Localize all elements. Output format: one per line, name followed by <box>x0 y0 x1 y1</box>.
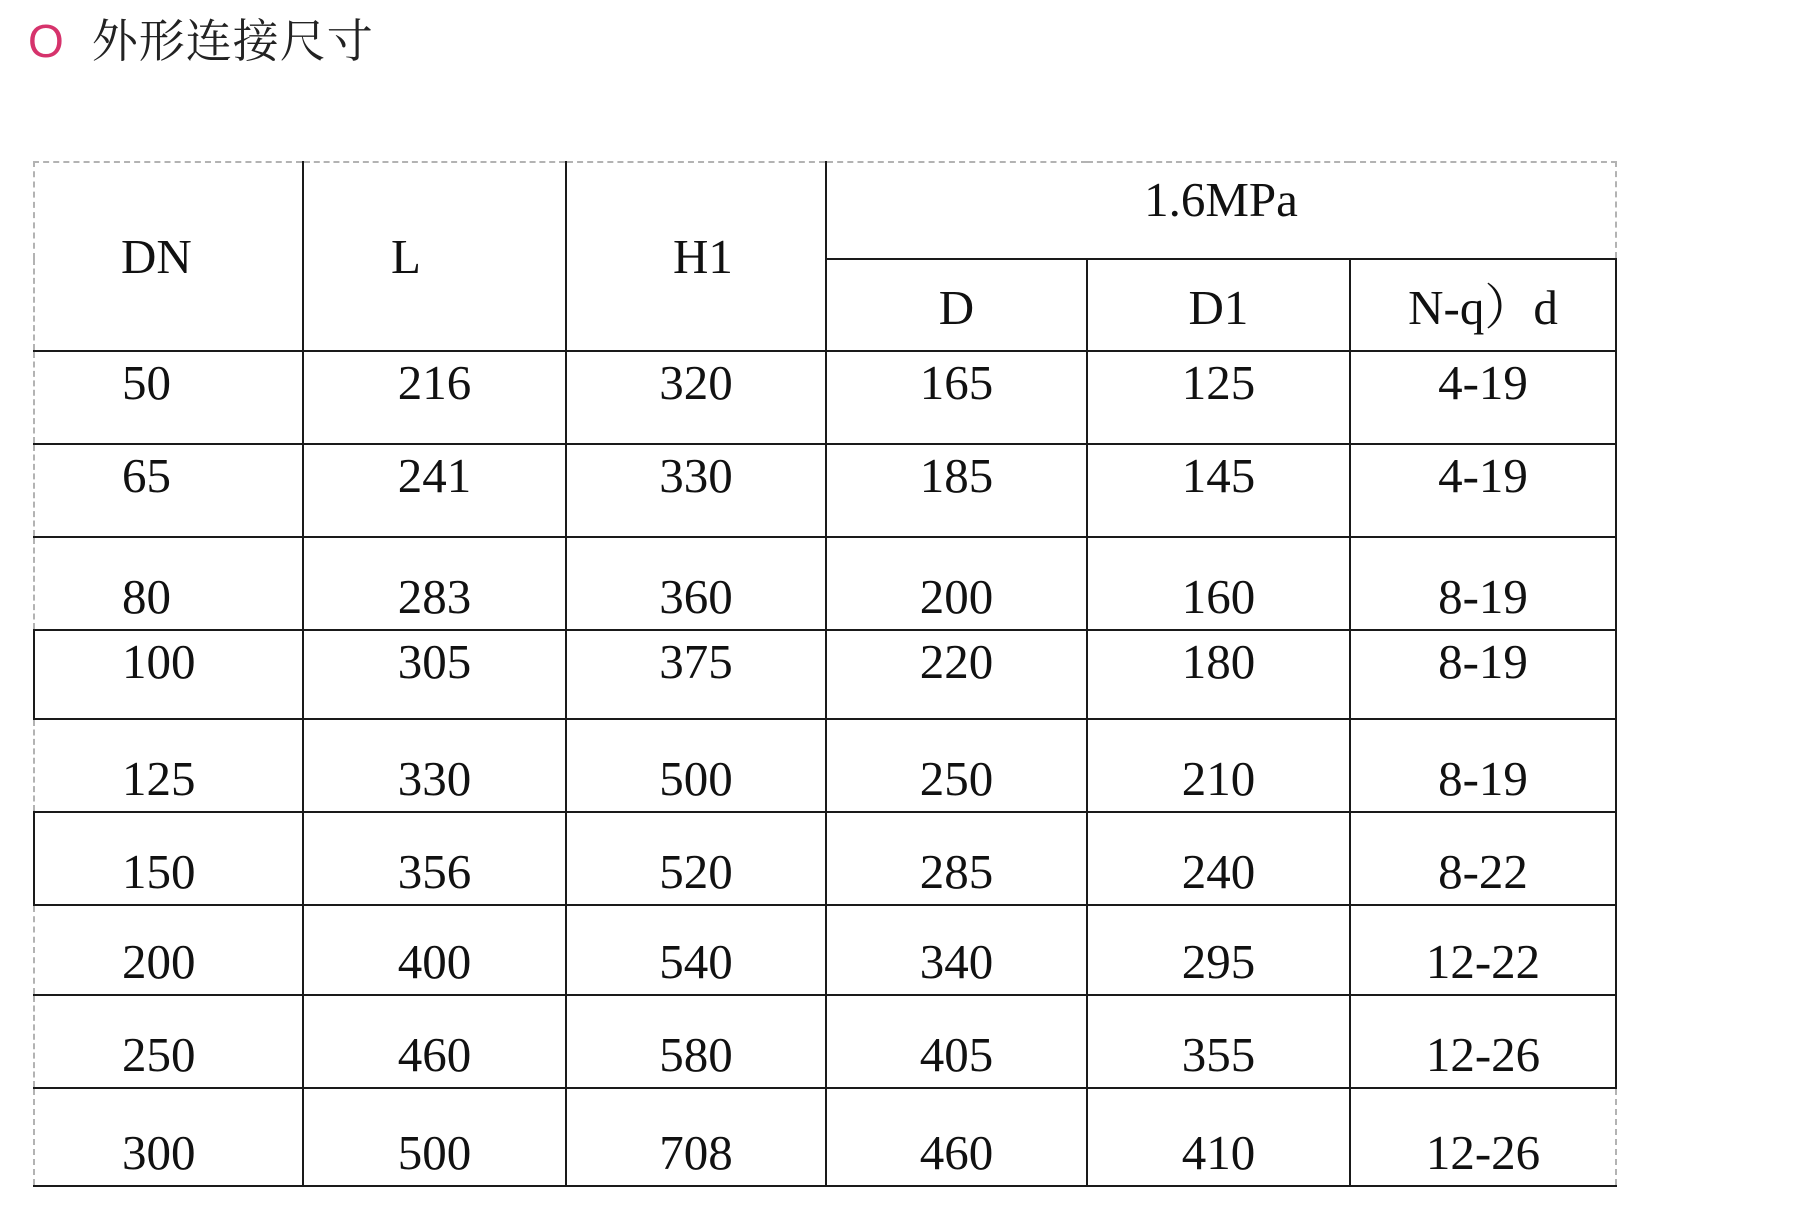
table-row <box>34 1088 1616 1186</box>
cell-d1: 410 <box>1087 1088 1350 1186</box>
header-d1: D1 <box>1087 259 1350 351</box>
cell-dn: 125 <box>34 719 303 812</box>
cell-d1: 125 <box>1087 351 1350 444</box>
table-row <box>34 812 1616 905</box>
cell-n-q-d: 12-22 <box>1350 905 1616 995</box>
table-row <box>34 351 1616 444</box>
cell-dn: 100 <box>34 630 303 719</box>
table-row <box>34 444 1616 537</box>
cell-d1: 240 <box>1087 812 1350 905</box>
cell-h1: 500 <box>566 719 826 812</box>
cell-l: 400 <box>303 905 566 995</box>
cell-h1: 375 <box>566 630 826 719</box>
cell-l: 500 <box>303 1088 566 1186</box>
cell-d: 220 <box>826 630 1087 719</box>
cell-d1: 145 <box>1087 444 1350 537</box>
cell-d: 340 <box>826 905 1087 995</box>
header-pressure-group: 1.6MPa <box>826 162 1616 259</box>
cell-d1: 210 <box>1087 719 1350 812</box>
cell-d: 250 <box>826 719 1087 812</box>
table-row <box>34 719 1616 812</box>
table-row <box>34 537 1616 630</box>
cell-dn: 200 <box>34 905 303 995</box>
cell-dn: 80 <box>34 537 303 630</box>
cell-h1: 708 <box>566 1088 826 1186</box>
cell-h1: 580 <box>566 995 826 1088</box>
header-d: D <box>826 259 1087 351</box>
cell-n-q-d: 8-19 <box>1350 719 1616 812</box>
cell-h1: 540 <box>566 905 826 995</box>
cell-d: 185 <box>826 444 1087 537</box>
cell-dn: 300 <box>34 1088 303 1186</box>
header-row-1 <box>34 162 1616 259</box>
cell-n-q-d: 8-19 <box>1350 630 1616 719</box>
header-h1: H1 <box>566 162 826 351</box>
cell-l: 356 <box>303 812 566 905</box>
cell-n-q-d: 8-19 <box>1350 537 1616 630</box>
cell-n-q-d: 4-19 <box>1350 444 1616 537</box>
cell-d: 200 <box>826 537 1087 630</box>
cell-n-q-d: 12-26 <box>1350 1088 1616 1186</box>
cell-d1: 295 <box>1087 905 1350 995</box>
table-row <box>34 995 1616 1088</box>
cell-n-q-d: 8-22 <box>1350 812 1616 905</box>
cell-l: 460 <box>303 995 566 1088</box>
cell-d: 405 <box>826 995 1087 1088</box>
cell-dn: 50 <box>34 351 303 444</box>
cell-dn: 65 <box>34 444 303 537</box>
dimensions-table <box>33 161 1617 1187</box>
cell-d1: 355 <box>1087 995 1350 1088</box>
cell-d: 460 <box>826 1088 1087 1186</box>
cell-n-q-d: 4-19 <box>1350 351 1616 444</box>
cell-l: 330 <box>303 719 566 812</box>
cell-d: 165 <box>826 351 1087 444</box>
header-dn: DN <box>34 162 303 351</box>
cell-h1: 520 <box>566 812 826 905</box>
cell-dn: 250 <box>34 995 303 1088</box>
header-n-q-d: N-q）d <box>1350 259 1616 351</box>
cell-n-q-d: 12-26 <box>1350 995 1616 1088</box>
header-l: L <box>303 162 566 351</box>
cell-d1: 180 <box>1087 630 1350 719</box>
cell-d1: 160 <box>1087 537 1350 630</box>
cell-l: 216 <box>303 351 566 444</box>
cell-h1: 360 <box>566 537 826 630</box>
cell-l: 241 <box>303 444 566 537</box>
cell-d: 285 <box>826 812 1087 905</box>
cell-l: 283 <box>303 537 566 630</box>
table-row <box>34 630 1616 719</box>
circle-bullet-icon: O <box>28 15 64 67</box>
table-row <box>34 905 1616 995</box>
cell-dn: 150 <box>34 812 303 905</box>
cell-h1: 320 <box>566 351 826 444</box>
cell-h1: 330 <box>566 444 826 537</box>
page-title <box>28 6 374 76</box>
cell-l: 305 <box>303 630 566 719</box>
page-title-text: 外形连接尺寸 <box>91 14 374 68</box>
